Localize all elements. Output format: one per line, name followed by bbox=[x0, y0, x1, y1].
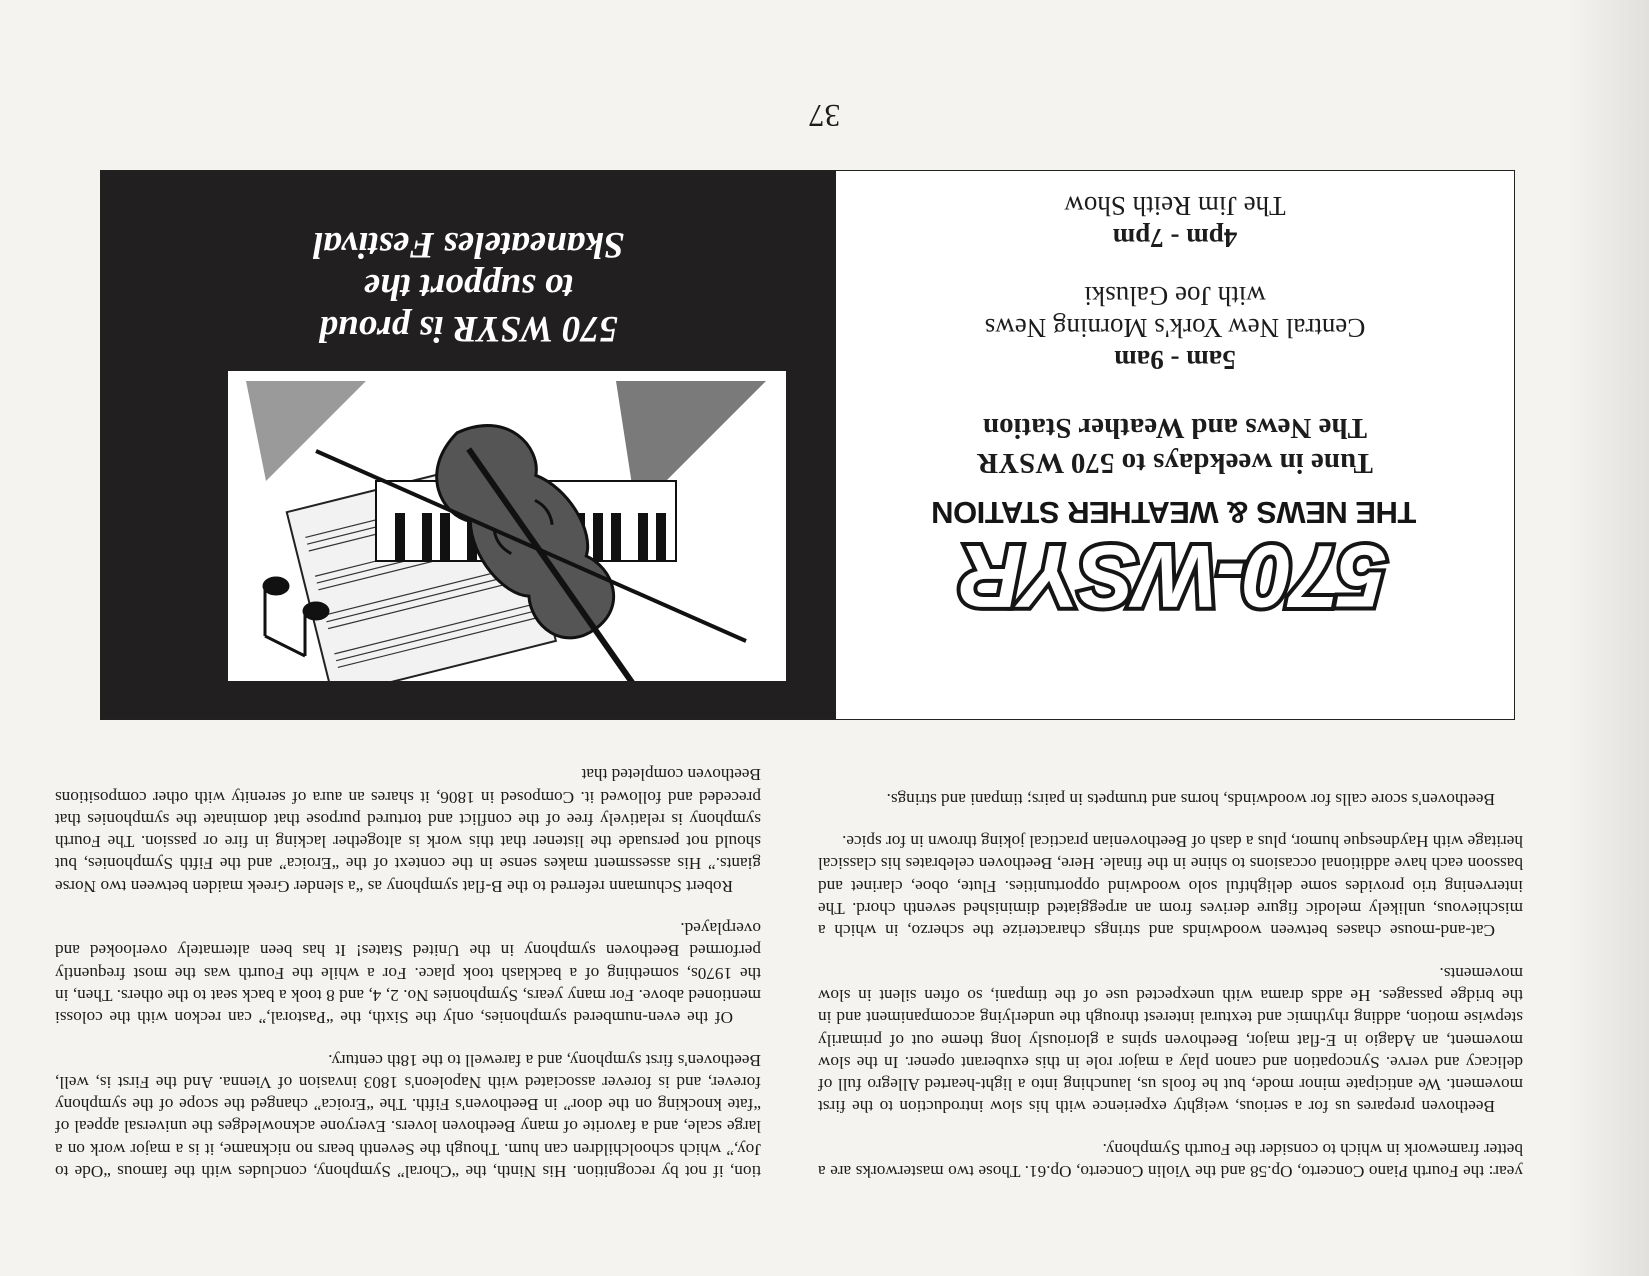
music-art-icon bbox=[228, 371, 786, 681]
tune-in-line: Tune in weekdays to 570 WSYR bbox=[977, 447, 1373, 479]
wsyr-advertisement bbox=[100, 170, 1515, 720]
logo-subtitle: THE NEWS & WEATHER STATION bbox=[931, 495, 1417, 530]
station-tagline: The News and Weather Station bbox=[982, 412, 1368, 444]
paragraph: Beethoven prepares us for a serious, weighty experience with his slow introduction to the first movement. We anticipate minor mode, but he fools us, launching into a light-hearted Allegro full of delicacy and verve. Syncopation and canon play a major role in this exuberant opener. In the slow movement, an Adagio in E-flat major, Beethoven spins a gloriously long theme out of primarily stepwise motion, adding rhythmic and textural interest through the underlying accompaniment and in the bridge passages. He adds drama with unexpected use of the timpani, so often silent in slow movements. bbox=[818, 963, 1523, 1117]
ad-schedule-panel bbox=[836, 171, 1514, 719]
paragraph: Robert Schumann referred to the B-flat symphony as “a slender Greek maiden between two Norse giants.” His assessment makes sense in the context of the “Eroica” and the Fifth Symphonies, but should not persuade the listener that this work is altogether lacking in fire or passion. The Fourth symphony is relatively free of the conflict and tortured purpose that dominate the symphonies that preceded and followed it. Composed in 1806, it shares an aura of serenity with other compositions Beethoven completed that bbox=[55, 765, 761, 896]
paragraph: Beethoven's score calls for woodwinds, horns and trumpets in pairs; timpani and strings. bbox=[886, 789, 1495, 809]
evening-show-name: The Jim Reith Show bbox=[1064, 191, 1286, 221]
evening-slot-time: 4pm - 7pm bbox=[1112, 223, 1238, 253]
text-column-right bbox=[55, 763, 761, 1182]
headline-line-2: to support the bbox=[363, 266, 574, 307]
paragraph: Of the even-numbered symphonies, only the Sixth, the “Pastoral,” can reckon with the colossi mentioned above. For many years, Symphonies No. 2, 4, and 8 took a back seat to the others. Then, in the 1970s, something of a backlash took place. For a while the Fourth was the most frequently performed Beethoven symphony in the United States! It has been alternately overlooked and overplayed. bbox=[55, 919, 761, 1028]
page-number: 37 bbox=[808, 98, 841, 134]
headline-line-1: 570 WSYR is proud bbox=[319, 308, 618, 349]
ad-sponsor-panel bbox=[101, 171, 836, 719]
scan-edge-shadow bbox=[1569, 0, 1649, 1276]
paragraph: tion, if not by recognition. His Ninth, the “Choral” Symphony, concludes with the famous “Ode to Joy,” which schoolchildren can hum. Though the Seventh bears no nickname, it is a major work on a large scale, and a favorite of many Beethoven lovers. Everyone acknowledges the universal appeal of “fate knocking on the door” in Beethoven's Fifth. The “Eroica” changed the scope of the symphony forever, and is forever associated with Napoleon's 1803 invasion of Vienna. And the First is, well, Beethoven's first symphony, and a farewell to the 18th century. bbox=[55, 1050, 761, 1181]
violin-piano-illustration bbox=[228, 371, 786, 681]
morning-show-host: with Joe Galuski bbox=[1084, 281, 1266, 311]
logo-wordmark: 570-WSYR bbox=[961, 527, 1387, 626]
morning-show-name: Central New York's Morning News bbox=[984, 313, 1366, 343]
sponsor-headline bbox=[101, 223, 836, 349]
headline-line-3: Skaneateles Festival bbox=[312, 224, 625, 265]
paragraph: Cat-and-mouse chases between woodwinds and strings characterize the scherzo, in which a mischievous, unlikely melodic figure derives from an arpeggiated diminished seventh chord. The intervening trio provides some delightful solo woodwind opportunities. Flute, oboe, clarinet and bassoon each have additional occasions to shine in the finale. Here, Beethoven celebrates his classical heritage with Haydnesque humor, plus a dash of Beethovenian practical joking thrown in for spice. bbox=[818, 832, 1523, 941]
paragraph: year: the Fourth Piano Concerto, Op.58 and the Violin Concerto, Op.61. Those two masterworks are a better framework in which to consider the Fourth Symphony. bbox=[818, 1139, 1523, 1181]
morning-slot-time: 5am - 9am bbox=[1114, 345, 1236, 375]
text-column-left bbox=[818, 788, 1523, 1182]
wsyr-logo bbox=[914, 495, 1434, 626]
